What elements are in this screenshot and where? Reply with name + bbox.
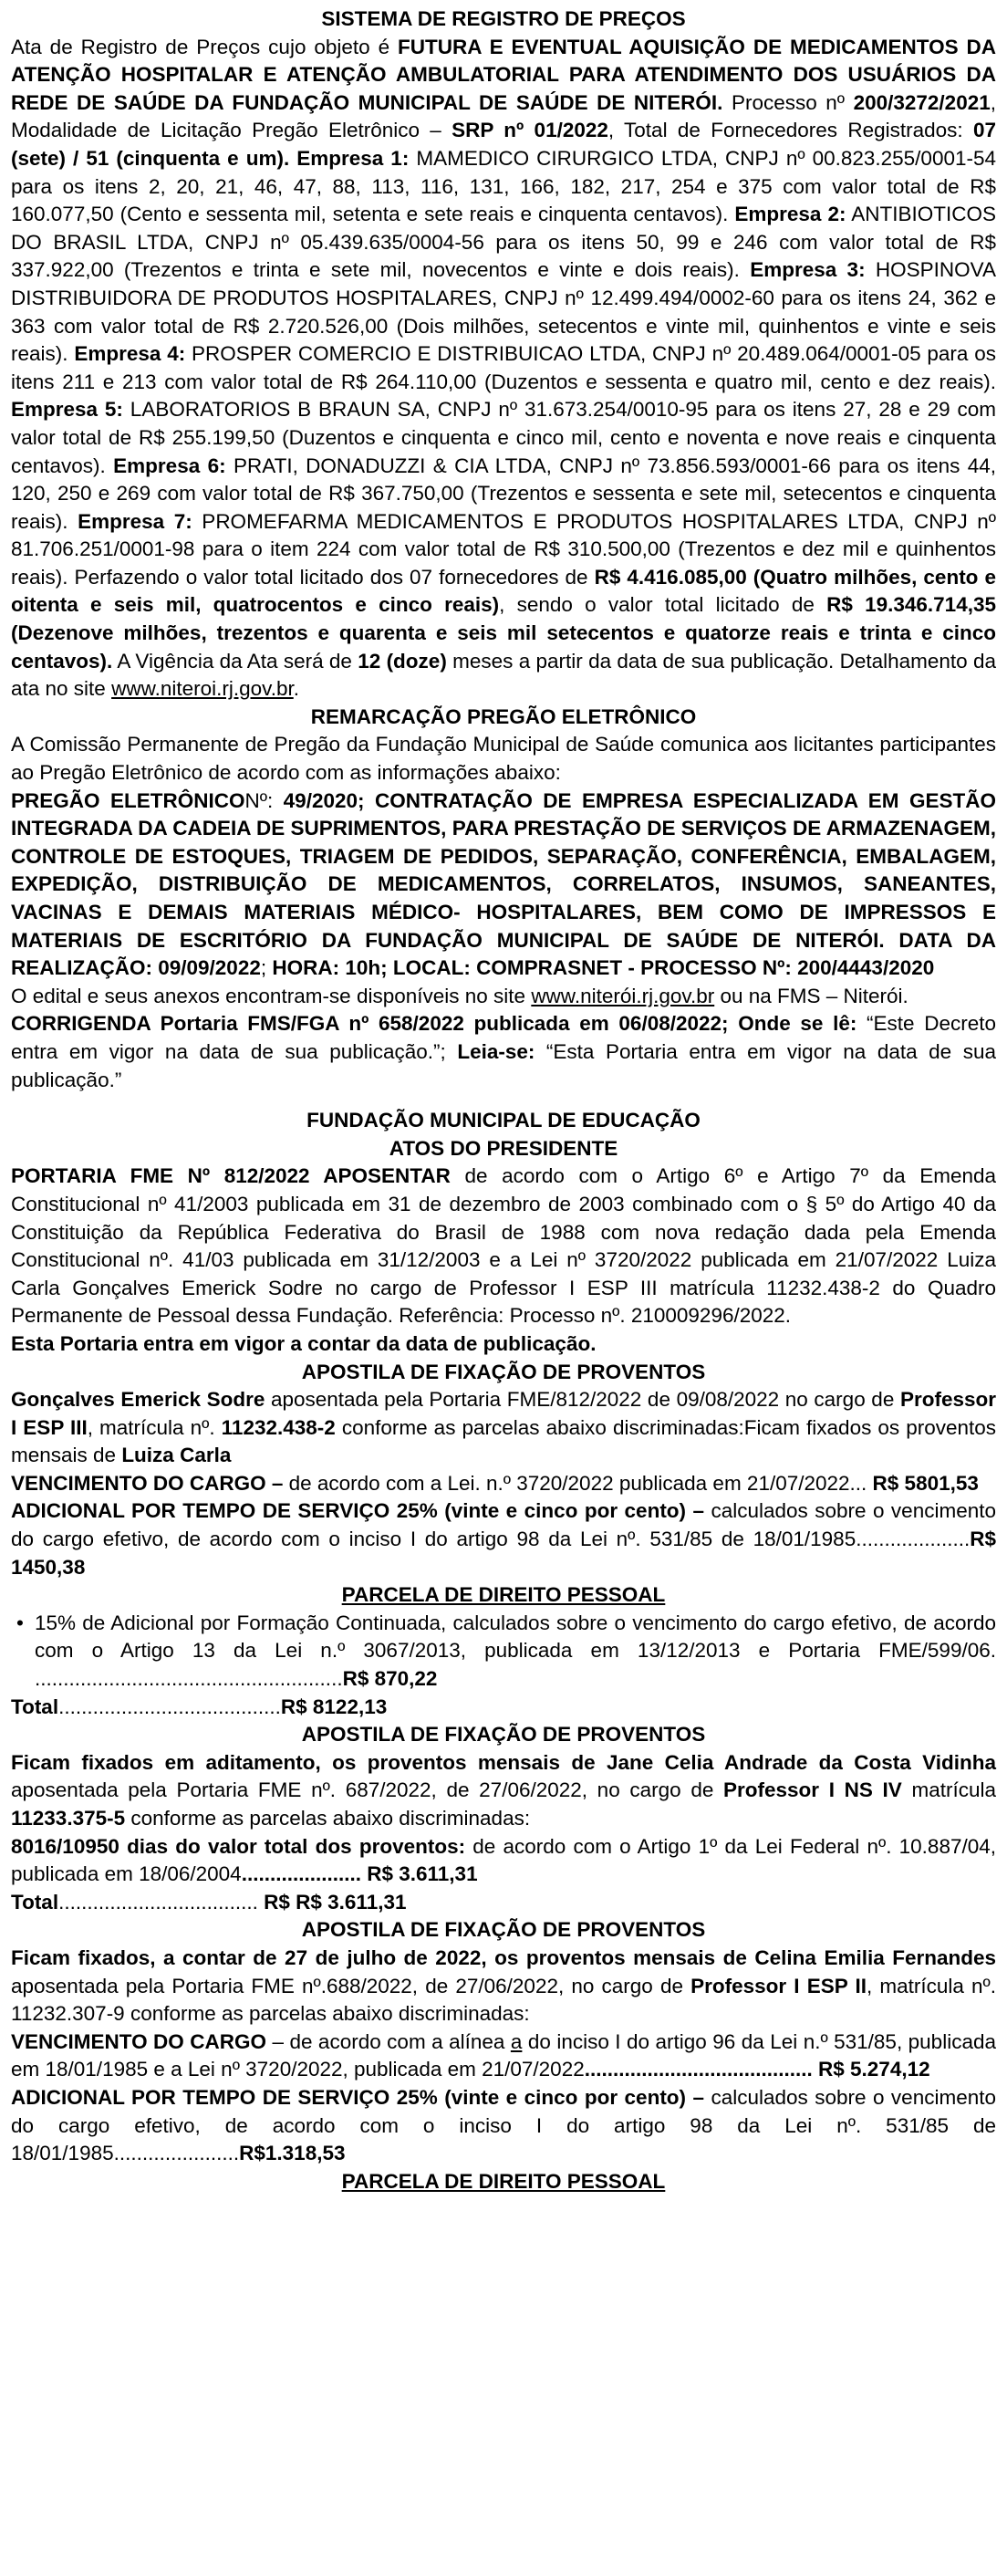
bold-text: CORRIGENDA Portaria FMS/FGA nº 658/2022 publicada em 06/08/2022; Onde se lê:	[11, 1012, 857, 1036]
niteroi-site-link-2[interactable]: www.niterói.rj.gov.br	[531, 984, 715, 1007]
bold-text: FUTURA E EVENTUAL AQUISIÇÃO DE MEDICAMENTOS DA ATENÇÃO HOSPITALAR E ATENÇÃO AMBULATORIAL PARA ATENDIMENTO DOS USUÁRIOS DA REDE DE SAÚDE DA FUNDAÇÃO MUNICIPAL DE SAÚDE DE NITERÓI.	[11, 35, 996, 114]
bold-text: Empresa 1:	[289, 146, 410, 170]
text: Ata de Registro de Preços cujo objeto é	[11, 35, 399, 58]
text: PROSPER COMERCIO E DISTRIBUICAO LTDA, CNPJ nº 20.489.064/0001-05 para os itens 211 e 213 com valor total de R$ 264.110,00 (Duzentos e sessenta e quatro mil, cento e dez reais).	[11, 342, 997, 393]
text: – de acordo com a alínea	[266, 2029, 511, 2053]
text: “Este Decreto entra em vigor na data de sua publicação.”;	[11, 1012, 996, 1063]
bold-text: Ficam fixados, a contar de 27 de julho de 2022, os proventos mensais de Celina Emilia Fernandes	[11, 1945, 996, 1969]
text: , Modalidade de Licitação Pregão Eletrônico –	[11, 90, 996, 142]
bold-text: Total	[11, 1695, 59, 1718]
bold-text: Empresa 2:	[734, 203, 846, 226]
paragraph-adicional-3	[11, 2084, 996, 2168]
text: calculados sobre o vencimento do cargo efetivo, de acordo com o inciso I do artigo 98 da Lei nº. 531/85 de 18/01/1985....................	[11, 1499, 996, 1551]
bold-text: R$ 4.416.085,00 (Quatro milhões, cento e oitenta e seis mil, quatrocentos e cinco reais)	[11, 565, 996, 617]
text: conforme as parcelas abaixo discriminadas:Ficam fixados os proventos mensais de	[11, 1415, 997, 1467]
text: ANTIBIOTICOS DO BRASIL LTDA, CNPJ nº 05.439.635/0004-56 para os itens 50, 99 e 246 com valor total de R$ 337.922,00 (Trezentos e trinta e sete mil, novecentos e vinte e dois reais).	[11, 203, 996, 282]
list-item	[35, 1610, 996, 1694]
bold-text: Luiza Carla	[121, 1444, 232, 1467]
bold-text: Empresa 3:	[750, 258, 866, 282]
bold-text: Total	[11, 1890, 59, 1914]
bold-text: ..................... R$ 3.611,31	[241, 1862, 478, 1886]
bold-text: Gonçalves Emerick Sodre	[11, 1388, 265, 1412]
bold-text: 8016/10950 dias do valor total dos proventos:	[11, 1834, 466, 1858]
paragraph-dias	[11, 1833, 996, 1889]
text: meses a partir da data de sua publicação. Detalhamento da ata no site	[11, 649, 996, 701]
text: de acordo com o Artigo 1º da Lei Federal nº. 10.887/04, publicada em 18/06/2004	[11, 1834, 996, 1886]
text: LABORATORIOS B BRAUN SA, CNPJ nº 31.673.254/0010-95 para os itens 27, 28 e 29 com valor total de R$ 255.199,50 (Duzentos e cinquenta e cinco mil, cento e noventa e nove reais e cinquenta centavos).	[11, 398, 996, 477]
paragraph-adicional-1	[11, 1497, 996, 1581]
bold-text: 12 (doze)	[358, 649, 447, 673]
text: , Total de Fornecedores Registrados:	[607, 119, 973, 142]
bold-text: 49/2020; CONTRATAÇÃO DE EMPRESA ESPECIALIZADA EM GESTÃO INTEGRADA DA CADEIA DE SUPRIMENTOS, PARA PRESTAÇÃO DE SERVIÇOS DE ARMAZENAGEM, CONTROLE DE ESTOQUES, TRIAGEM DE PEDIDOS, SEPARAÇÃO, CONFERÊNCIA, EMBALAGEM, EXPEDIÇÃO, DISTRIBUIÇÃO DE MEDICAMENTOS, CORRELATOS, INSUMOS, SANEANTES, VACINAS E DEMAIS MATERIAIS MÉDICO- HOSPITALARES, BEM COMO DE IMPRESSOS E MATERIAIS DE ESCRITÓRIO DA FUNDAÇÃO MUNICIPAL DE SAÚDE DE NITERÓI. DATA DA REALIZAÇÃO: 09/09/2022	[11, 788, 996, 980]
paragraph-goncalves	[11, 1386, 996, 1470]
bold-text: ADICIONAL POR TEMPO DE SERVIÇO 25% (vinte e cinco por cento) –	[11, 2085, 705, 2109]
bold-text: R$ 870,22	[342, 1667, 438, 1691]
paragraph-total-2	[11, 1889, 996, 1917]
bold-text: ADICIONAL POR TEMPO DE SERVIÇO 25% (vinte e cinco por cento) –	[11, 1499, 705, 1523]
text: ou na FMS – Niterói.	[714, 984, 908, 1007]
text: “Esta Portaria entra em vigor na data de sua publicação.”	[11, 1039, 996, 1091]
section-title-fme: FUNDAÇÃO MUNICIPAL DE EDUCAÇÃO	[306, 1109, 701, 1132]
bold-text: Professor I NS IV	[723, 1778, 902, 1802]
section-title-apostila-2: APOSTILA DE FIXAÇÃO DE PROVENTOS	[301, 1723, 706, 1747]
bold-text: R$1.318,53	[239, 2142, 346, 2165]
bold-text: Empresa 7:	[78, 509, 192, 533]
text: HOSPINOVA DISTRIBUIDORA DE PRODUTOS HOSPITALARES, CNPJ nº 12.499.494/0002-60 para os itens 24, 362 e 363 com valor total de R$ 2.720.526,00 (Dois milhões, setecentos e vinte mil, quinhentos e vinte e seis reais).	[11, 258, 996, 366]
paragraph-total-1	[11, 1694, 996, 1722]
text: .......................................	[58, 1695, 281, 1718]
section-title-apostila-3: APOSTILA DE FIXAÇÃO DE PROVENTOS	[301, 1918, 706, 1942]
text: matrícula	[901, 1778, 997, 1802]
bold-text: Leia-se:	[457, 1039, 535, 1063]
bold-text: R$ R$ 3.611,31	[257, 1890, 407, 1914]
bold-text: Empresa 5:	[11, 398, 123, 422]
paragraph-vencimento-1	[11, 1470, 996, 1498]
bold-text: PORTARIA FME Nº 812/2022 APOSENTAR	[11, 1164, 451, 1188]
paragraph-vencimento-3	[11, 2028, 996, 2084]
section-title-apostila-1: APOSTILA DE FIXAÇÃO DE PROVENTOS	[301, 1360, 706, 1383]
text: , sendo o valor total licitado de	[499, 593, 827, 617]
text: de acordo com o Artigo 6º e Artigo 7º da Emenda Constitucional nº 41/2003 publicada em 31 de dezembro de 2003 combinado com o § 5º do Artigo 40 da Constituição da República Federativa do Brasil de 1988 com nova redação dada pela Emenda Constitucional nº. 41/03 publicada em 31/12/2003 e a Lei nº 3720/2022 publicada em 21/07/2022 Luiza Carla Gonçalves Emerick Sodre no cargo de Professor I ESP III matrícula 11232.438-2 do Quadro Permanente de Pessoal dessa Fundação. Referência: Processo nº. 210009296/2022.	[11, 1164, 997, 1328]
text: Processo nº	[722, 90, 854, 114]
bold-text: R$ 19.346.714,35 (Dezenove milhões, trezentos e quarenta e seis mil setecentos e quatorze reais e trinta e cinco centavos).	[11, 593, 996, 673]
bold-text: VENCIMENTO DO CARGO	[11, 2029, 267, 2053]
text: do inciso I do artigo 96 da Lei n.º 531/85, publicada em 18/01/1985 e a Lei nº 3720/2022, publicada em 21/07/2022	[11, 2029, 996, 2081]
bold-text: 07 (sete) / 51 (cinquenta e um).	[11, 119, 996, 170]
bold-text: R$ 5801,53	[867, 1471, 979, 1495]
bold-text: Ficam fixados em aditamento, os proventos mensais de Jane Celia Andrade da Costa Vidinha	[11, 1750, 996, 1774]
text: 15% de Adicional por Formação Continuada, calculados sobre o vencimento do cargo efetivo, de acordo com o Artigo 13 da Lei n.º 3067/2013, publicada em 13/12/2013 e Portaria FME/599/06. ......................................................	[35, 1611, 996, 1691]
text: PRATI, DONADUZZI & CIA LTDA, CNPJ nº 73.856.593/0001-66 para os itens 44, 120, 250 e 269 com valor total de R$ 367.750,00 (Trezentos e sessenta e sete mil, setecentos e cinquenta reais).	[11, 454, 996, 533]
section-title-registro-precos: SISTEMA DE REGISTRO DE PREÇOS	[321, 7, 686, 30]
bold-text: R$ 1450,38	[11, 1528, 996, 1579]
paragraph-edital	[11, 983, 996, 1011]
section-title-parcela-2: PARCELA DE DIREITO PESSOAL	[341, 2169, 666, 2193]
text: .	[293, 677, 299, 701]
bold-text: ........................................ R$ 5.274,12	[584, 2058, 930, 2081]
section-title-remarcacao: REMARCAÇÃO PREGÃO ELETRÔNICO	[310, 704, 697, 728]
section-title-parcela-1: PARCELA DE DIREITO PESSOAL	[341, 1583, 666, 1607]
bold-text: VENCIMENTO DO CARGO –	[11, 1471, 284, 1495]
text: ...................................	[58, 1890, 258, 1914]
paragraph-jane	[11, 1749, 996, 1833]
bold-text: Esta Portaria entra em vigor a contar da data de publicação.	[11, 1331, 597, 1355]
text: , matrícula nº. 11232.307-9 conforme as parcelas abaixo discriminadas:	[11, 1974, 996, 2026]
paragraph-vigor	[11, 1330, 996, 1359]
paragraph-portaria-812	[11, 1163, 996, 1330]
text: , matrícula nº.	[87, 1415, 222, 1439]
niteroi-site-link[interactable]: www.niteroi.rj.gov.br	[111, 677, 294, 701]
bold-text: Professor I ESP III	[11, 1388, 996, 1439]
text: PROMEFARMA MEDICAMENTOS E PRODUTOS HOSPITALARES LTDA, CNPJ nº 81.706.251/0001-98 para o item 224 com valor total de R$ 310.500,00 (Trezentos e dez mil e quinhentos reais). Perfazendo o valor total licitado dos 07 fornecedores de	[11, 509, 997, 589]
text: O edital e seus anexos encontram-se disponíveis no site	[11, 984, 532, 1007]
bold-text: Professor I ESP II	[690, 1974, 867, 1997]
paragraph-ata-registro	[11, 34, 996, 704]
bold-text: 11233.375-5	[11, 1807, 126, 1830]
text: de acordo com a Lei. n.º 3720/2022 publicada em 21/07/2022...	[283, 1471, 867, 1495]
text: conforme as parcelas abaixo discriminadas:	[125, 1807, 531, 1830]
bold-text: 11232.438-2	[221, 1415, 336, 1439]
text: aposentada pela Portaria FME nº.688/2022, de 27/06/2022, no cargo de	[11, 1974, 691, 1997]
bullet-list	[11, 1610, 996, 1694]
bold-text: SRP nº 01/2022	[452, 119, 608, 142]
bold-text: PREGÃO ELETRÔNICO	[11, 788, 245, 812]
text: Nº:	[244, 788, 284, 812]
paragraph-comissao: A Comissão Permanente de Pregão da Fundação Municipal de Saúde comunica aos licitantes participantes ao Pregão Eletrônico de acordo com as informações abaixo:	[11, 733, 996, 785]
bold-text: R$ 8122,13	[280, 1695, 388, 1718]
bold-text: HORA: 10h; LOCAL: COMPRASNET - PROCESSO Nº: 200/4443/2020	[272, 956, 935, 980]
paragraph-celina	[11, 1945, 996, 2028]
section-title-atos: ATOS DO PRESIDENTE	[389, 1136, 618, 1160]
bold-text: Empresa 6:	[113, 454, 226, 477]
text: calculados sobre o vencimento do cargo efetivo, de acordo com o inciso I do artigo 98 da Lei nº. 531/85 de 18/01/1985......................	[11, 2085, 996, 2165]
text: A Vigência da Ata será de	[112, 649, 358, 673]
underlined-text: a	[510, 2029, 523, 2053]
paragraph-pregao	[11, 787, 996, 983]
paragraph-corrigenda	[11, 1010, 996, 1094]
text: MAMEDICO CIRURGICO LTDA, CNPJ nº 00.823.255/0001-54 para os itens 2, 20, 21, 46, 47, 88, 113, 116, 131, 166, 182, 217, 254 e 375 com valor total de R$ 160.077,50 (Cento e sessenta mil, setenta e sete reais e cinquenta centavos).	[11, 146, 997, 226]
text: aposentada pela Portaria FME nº. 687/2022, de 27/06/2022, no cargo de	[11, 1778, 724, 1802]
bold-text: Empresa 4:	[74, 342, 186, 366]
text: ;	[260, 956, 273, 980]
bold-text: 200/3272/2021	[853, 90, 991, 114]
text: aposentada pela Portaria FME/812/2022 de 09/08/2022 no cargo de	[265, 1388, 900, 1412]
